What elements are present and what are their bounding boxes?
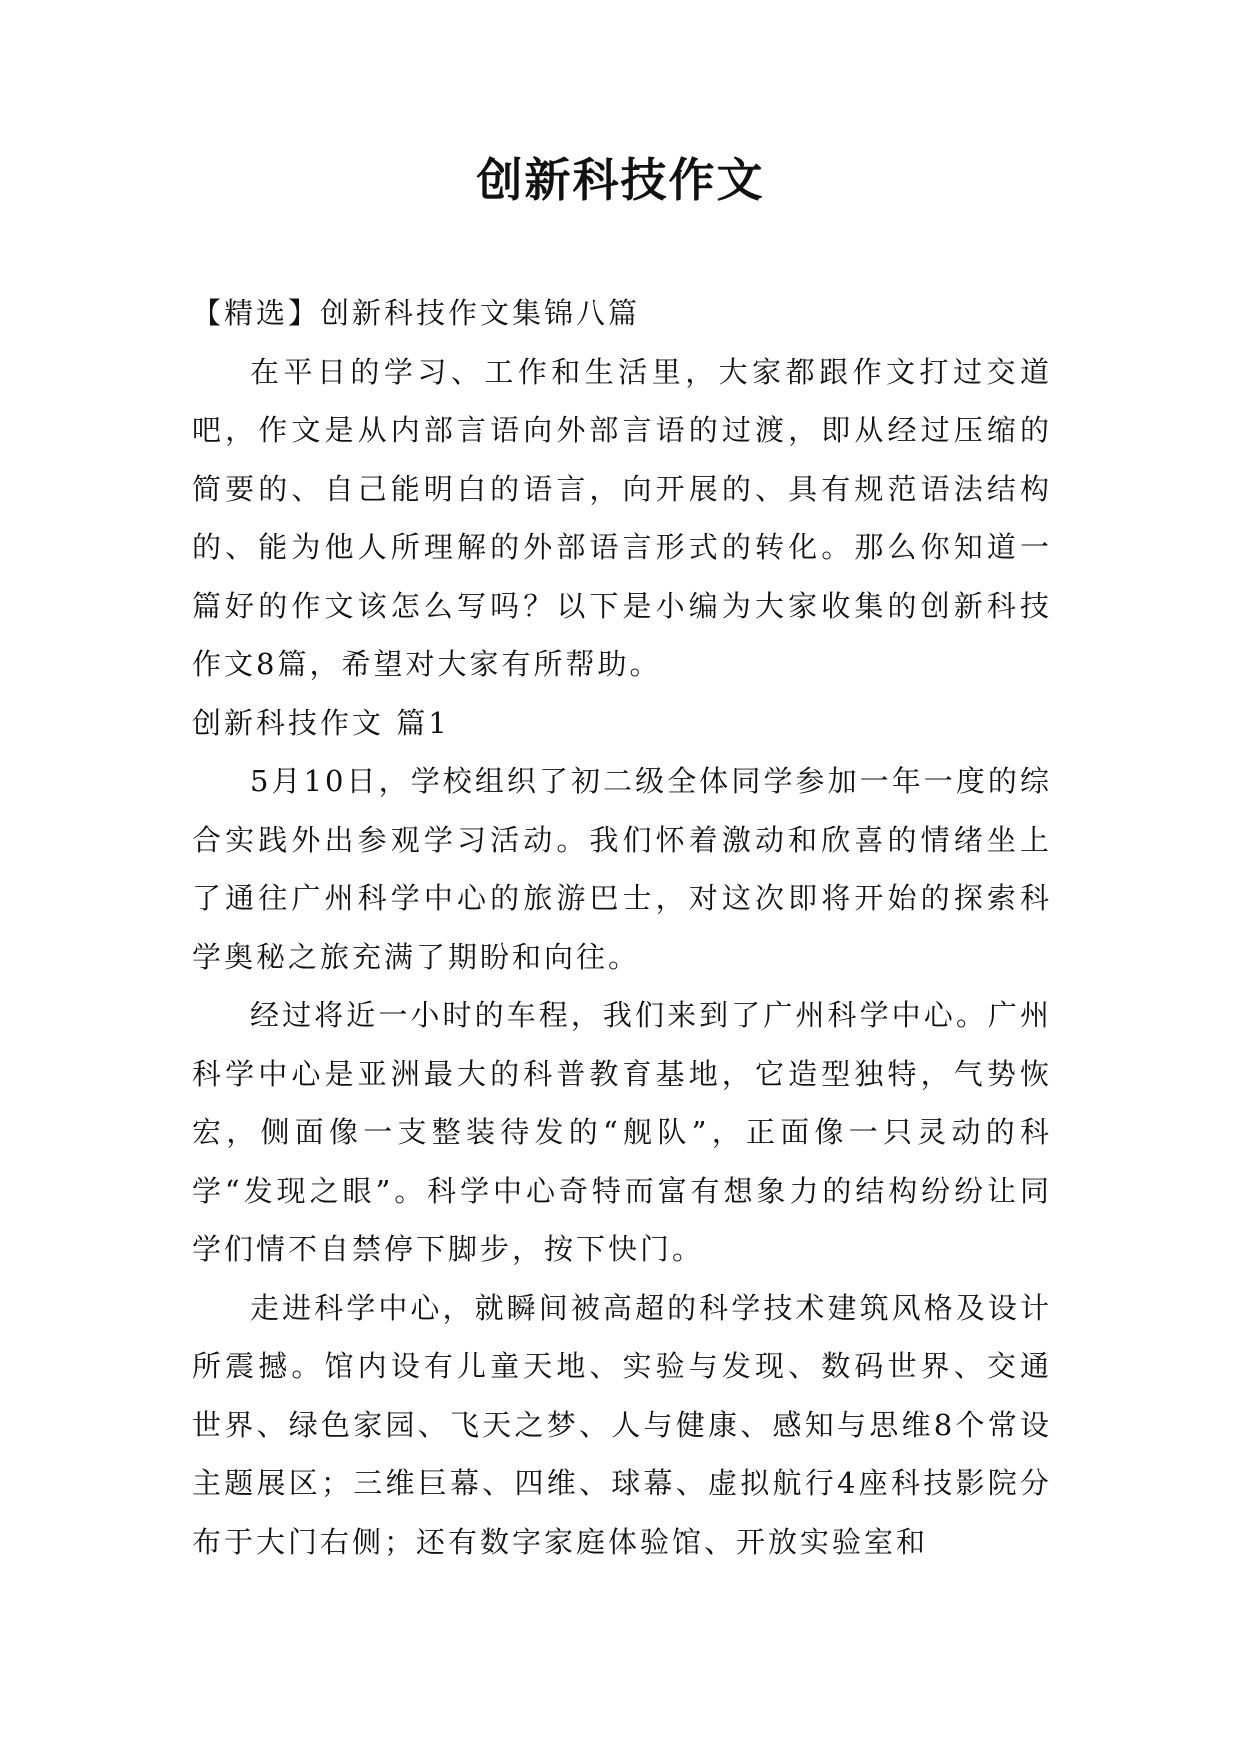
document-subtitle: 【精选】创新科技作文集锦八篇 xyxy=(192,296,641,330)
section-heading: 创新科技作文 篇1 xyxy=(192,705,450,740)
section-paragraph: 5月10日，学校组织了初二级全体同学参加一年一度的综合实践外出参观学习活动。我们怀着激动和欣喜的情绪坐上了通往广州科学中心的旅游巴士，对这次即将开始的探索科学奥秘之旅充满了期盼和向往。 xyxy=(192,764,1052,974)
section-paragraph: 走进科学中心，就瞬间被高超的科学技术建筑风格及设计所震撼。馆内设有儿童天地、实验与发现、数码世界、交通世界、绿色家园、飞天之梦、人与健康、感知与思维8个常设主题展区；三维巨幕、四维、球幕、虚拟航行4座科技影院分布于大门右侧；还有数字家庭体验馆、开放实验室和 xyxy=(192,1290,1052,1559)
document-body xyxy=(192,284,1052,1571)
document-title: 创新科技作文 xyxy=(476,153,765,207)
section-paragraph: 经过将近一小时的车程，我们来到了广州科学中心。广州科学中心是亚洲最大的科普教育基地，它造型独特，气势恢宏，侧面像一支整装待发的“舰队”，正面像一只灵动的科学“发现之眼”。科学中心奇特而富有想象力的结构纷纷让同学们情不自禁停下脚步，按下快门。 xyxy=(192,998,1052,1266)
intro-paragraph: 在平日的学习、工作和生活里，大家都跟作文打过交道吧，作文是从内部言语向外部言语的过渡，即从经过压缩的简要的、自己能明白的语言，向开展的、具有规范语法结构的、能为他人所理解的外部语言形式的转化。那么你知道一篇好的作文该怎么写吗？以下是小编为大家收集的创新科技作文8篇，希望对大家有所帮助。 xyxy=(192,354,1052,681)
